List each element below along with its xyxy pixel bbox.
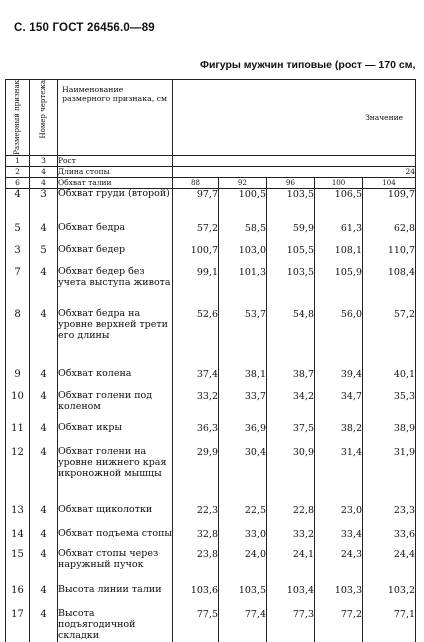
feature-value: 52,6: [173, 309, 219, 369]
feature-no: 8: [6, 309, 30, 369]
feature-value: 30,4: [219, 447, 267, 505]
feature-no: 13: [6, 505, 30, 529]
feature-value: 39,4: [315, 369, 363, 391]
table-row: [6, 267, 416, 309]
feature-value: 103,5: [267, 267, 315, 309]
feature-name: Длина стопы: [58, 166, 173, 177]
feature-name: Обхват голени под коленом: [58, 391, 173, 423]
waist-value: 104: [363, 177, 416, 188]
feature-value: 33,4: [315, 529, 363, 549]
table-row: [6, 188, 416, 223]
feature-no: 6: [6, 177, 30, 188]
feature-value: 33,2: [267, 529, 315, 549]
feature-value: 33,2: [173, 391, 219, 423]
feature-value: 38,9: [363, 423, 416, 447]
feature-name: Обхват бедра на уровне верхней трети его длины: [58, 309, 173, 369]
feature-value: 57,2: [173, 223, 219, 245]
feature-no: 3: [6, 245, 30, 267]
drawing-no: 4: [30, 391, 58, 423]
feature-name: Обхват талии: [58, 177, 173, 188]
feature-value: 100,5: [219, 188, 267, 223]
feature-value: 58,5: [219, 223, 267, 245]
feature-value: 38,1: [219, 369, 267, 391]
feature-value: 29,9: [173, 447, 219, 505]
feature-name: Обхват икры: [58, 423, 173, 447]
feature-no: 14: [6, 529, 30, 549]
feature-no: 16: [6, 585, 30, 609]
feature-value: 103,4: [267, 585, 315, 609]
header-drawing-no: Номер чертежа: [30, 80, 58, 156]
feature-value: 101,3: [219, 267, 267, 309]
table-row: [6, 369, 416, 391]
table-row: [6, 423, 416, 447]
drawing-no: 4: [30, 447, 58, 505]
feature-name: Обхват голени на уровне нижнего края икроножной мышцы: [58, 447, 173, 505]
drawing-no: 4: [30, 369, 58, 391]
feature-value: 59,9: [267, 223, 315, 245]
feature-name: Обхват щиколотки: [58, 505, 173, 529]
drawing-no: 4: [30, 585, 58, 609]
feature-value: 33,6: [363, 529, 416, 549]
drawing-no: 4: [30, 166, 58, 177]
feature-value: 103,5: [267, 188, 315, 223]
feature-value: 30,9: [267, 447, 315, 505]
feature-value: 22,3: [173, 505, 219, 529]
drawing-no: 4: [30, 423, 58, 447]
feature-value: 62,8: [363, 223, 416, 245]
feature-value: 37,5: [267, 423, 315, 447]
feature-value: 24: [173, 166, 416, 177]
drawing-no: 4: [30, 529, 58, 549]
feature-name: Рост: [58, 155, 173, 166]
feature-value: 23,0: [315, 505, 363, 529]
feature-value: 103,5: [219, 585, 267, 609]
feature-no: 4: [6, 188, 30, 223]
feature-value: 57,2: [363, 309, 416, 369]
feature-value: 103,6: [173, 585, 219, 609]
feature-value: 24,0: [219, 549, 267, 585]
table-caption: Фигуры мужчин типовые (рост — 170 см,: [200, 59, 416, 71]
feature-name: Высота подъягодичной складки: [58, 609, 173, 642]
feature-value: [173, 155, 416, 166]
feature-value: 77,5: [173, 609, 219, 642]
drawing-no: 5: [30, 245, 58, 267]
table-row: [6, 585, 416, 609]
feature-no: 10: [6, 391, 30, 423]
feature-name: Обхват колена: [58, 369, 173, 391]
feature-value: 56,0: [315, 309, 363, 369]
feature-name: Обхват груди (второй): [58, 188, 173, 223]
feature-name: Обхват бедер без учета выступа живота: [58, 267, 173, 309]
table-row: [6, 609, 416, 642]
feature-value: 24,3: [315, 549, 363, 585]
feature-value: 97,7: [173, 188, 219, 223]
header-feature-no: Размерный признак: [6, 80, 30, 156]
feature-value: 108,1: [315, 245, 363, 267]
feature-value: 24,1: [267, 549, 315, 585]
feature-name: Обхват подъема стопы: [58, 529, 173, 549]
waist-value: 88: [173, 177, 219, 188]
feature-value: 77,1: [363, 609, 416, 642]
table-row: [6, 505, 416, 529]
feature-value: 110,7: [363, 245, 416, 267]
feature-value: 36,3: [173, 423, 219, 447]
feature-name: Высота линии талии: [58, 585, 173, 609]
drawing-no: 4: [30, 609, 58, 642]
feature-value: 23,8: [173, 549, 219, 585]
feature-value: 22,5: [219, 505, 267, 529]
drawing-no: 4: [30, 177, 58, 188]
drawing-no: 4: [30, 505, 58, 529]
header-feature-name: Наименование размерного признака, см: [58, 80, 173, 156]
feature-value: 103,2: [363, 585, 416, 609]
feature-value: 103,0: [219, 245, 267, 267]
feature-value: 38,7: [267, 369, 315, 391]
feature-no: 15: [6, 549, 30, 585]
feature-value: 54,8: [267, 309, 315, 369]
feature-value: 53,7: [219, 309, 267, 369]
feature-no: 12: [6, 447, 30, 505]
feature-value: 106,5: [315, 188, 363, 223]
feature-value: 38,2: [315, 423, 363, 447]
feature-value: 32,8: [173, 529, 219, 549]
feature-value: 24,4: [363, 549, 416, 585]
table-row: [6, 447, 416, 505]
feature-name: Обхват бедер: [58, 245, 173, 267]
table-row: [6, 245, 416, 267]
header-value: Значение: [173, 80, 416, 156]
measurement-table: [5, 79, 416, 642]
table-row: [6, 529, 416, 549]
feature-no: 9: [6, 369, 30, 391]
drawing-no: 4: [30, 549, 58, 585]
drawing-no: 3: [30, 188, 58, 223]
feature-value: 61,3: [315, 223, 363, 245]
waist-value: 92: [219, 177, 267, 188]
feature-value: 35,3: [363, 391, 416, 423]
table-row-foot-length: [6, 166, 416, 177]
feature-value: 22,8: [267, 505, 315, 529]
table-row: [6, 549, 416, 585]
feature-name: Обхват бедра: [58, 223, 173, 245]
drawing-no: 4: [30, 223, 58, 245]
feature-no: 7: [6, 267, 30, 309]
feature-no: 17: [6, 609, 30, 642]
feature-no: 11: [6, 423, 30, 447]
table-row-height: [6, 155, 416, 166]
drawing-no: 3: [30, 155, 58, 166]
feature-value: 77,2: [315, 609, 363, 642]
feature-value: 31,4: [315, 447, 363, 505]
feature-value: 99,1: [173, 267, 219, 309]
feature-value: 33,7: [219, 391, 267, 423]
feature-value: 37,4: [173, 369, 219, 391]
feature-value: 31,9: [363, 447, 416, 505]
feature-no: 1: [6, 155, 30, 166]
feature-value: 105,9: [315, 267, 363, 309]
waist-value: 100: [315, 177, 363, 188]
feature-value: 23,3: [363, 505, 416, 529]
feature-no: 2: [6, 166, 30, 177]
table-row-waist-girth: [6, 177, 416, 188]
waist-value: 96: [267, 177, 315, 188]
feature-value: 100,7: [173, 245, 219, 267]
feature-value: 77,3: [267, 609, 315, 642]
feature-value: 34,7: [315, 391, 363, 423]
table-header-row: [6, 80, 416, 156]
feature-no: 5: [6, 223, 30, 245]
feature-value: 34,2: [267, 391, 315, 423]
feature-value: 33,0: [219, 529, 267, 549]
table-row: [6, 391, 416, 423]
feature-value: 103,3: [315, 585, 363, 609]
drawing-no: 4: [30, 309, 58, 369]
feature-name: Обхват стопы через наружный пучок: [58, 549, 173, 585]
feature-value: 40,1: [363, 369, 416, 391]
page-header-standard: С. 150 ГОСТ 26456.0—89: [14, 22, 155, 34]
table-row: [6, 309, 416, 369]
table-row: [6, 223, 416, 245]
feature-value: 105,5: [267, 245, 315, 267]
feature-value: 108,4: [363, 267, 416, 309]
feature-value: 36,9: [219, 423, 267, 447]
feature-value: 77,4: [219, 609, 267, 642]
drawing-no: 4: [30, 267, 58, 309]
feature-value: 109,7: [363, 188, 416, 223]
